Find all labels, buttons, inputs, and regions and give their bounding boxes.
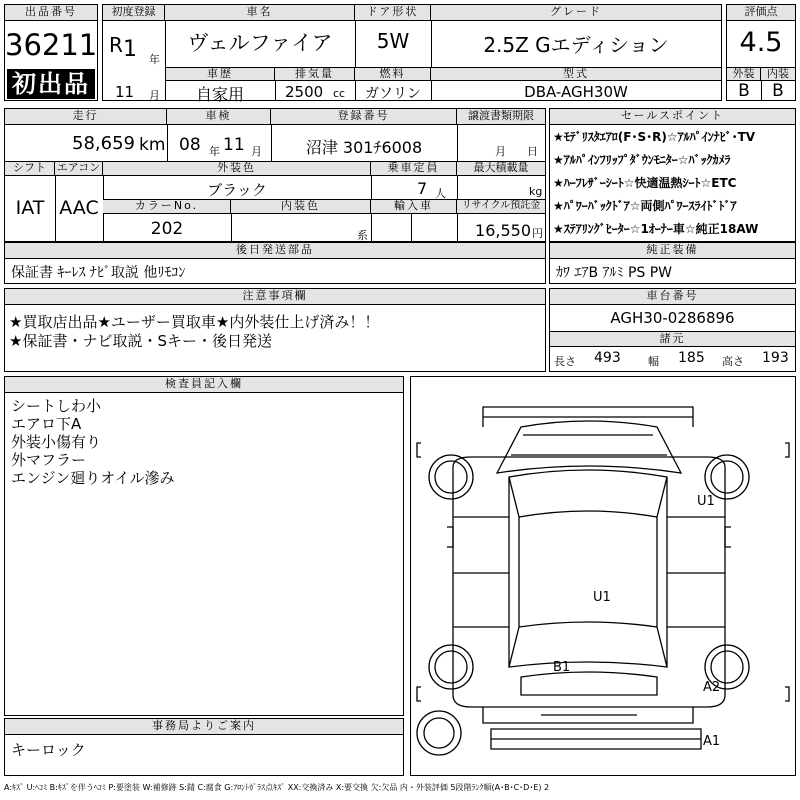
later-parts: 保証書 ｷｰﾚｽ ﾅﾋﾞ取説 他ﾘﾓｺﾝ [11, 265, 186, 281]
first-reg-year: 1 [123, 37, 137, 62]
inspector-line: 外装小傷有り [11, 433, 102, 451]
interior-color-label: 内装色 [231, 200, 371, 214]
equipment-label: 純正装備 [550, 243, 795, 259]
load-label: 最大積載量 [457, 162, 545, 176]
legend: A:ｷｽﾞ U:ﾍｺﾐ B:ｷｽﾞを伴うﾍｺﾐ P:要塗装 W:補修跡 S:錆 C:腐食 G:ﾌﾛﾝﾄｶﾞﾗｽ点ｷｽﾞ XX:交換済み X:要交換 欠:欠品 内・外装評価 5段階ﾗﾝｸ順(A･B･C･D･E) 2 [4, 783, 550, 792]
sales-point-line: ★ﾊｰﾌﾚｻﾞｰｼｰﾄ☆快適温熱ｼｰﾄ☆ETC [553, 176, 737, 190]
sales-point-line: ★ｽﾃｱﾘﾝｸﾞﾋｰﾀｰ☆1ｵｰﾅｰ車☆純正18AW [553, 222, 759, 236]
office-label: 事務局よりご案内 [5, 719, 403, 735]
damage-mark: A1 [703, 734, 721, 749]
score: 4.5 [739, 27, 783, 58]
capacity-unit: 人 [435, 187, 446, 200]
damage-mark: B1 [553, 660, 571, 675]
shift-type: IAT [15, 197, 45, 219]
displacement-label: 排気量 [275, 67, 355, 81]
first-reg-label: 初度登録 [103, 5, 165, 21]
first-listing-badge: 初出品 [7, 69, 95, 99]
inspection-year: 08 [179, 135, 201, 155]
month-unit: 月 [149, 89, 160, 102]
plate-label: 登録番号 [271, 109, 457, 125]
score-box [726, 4, 796, 101]
recycle-fee: 16,550 [475, 221, 531, 240]
fuel: ガソリン [365, 86, 421, 102]
color-number: 202 [150, 219, 184, 239]
year-unit: 年 [149, 53, 160, 66]
displacement-unit: cc [333, 87, 346, 100]
chassis-label: 車台番号 [550, 289, 795, 305]
ac-type: AAC [59, 197, 99, 219]
height-label: 高さ [722, 355, 744, 368]
sales-points-label: セールスポイント [550, 109, 795, 125]
car-name-label: 車名 [165, 5, 355, 21]
sales-point-line: ★ﾊﾟﾜｰﾊﾞｯｸﾄﾞｱ☆両側ﾊﾟﾜｰｽﾗｲﾄﾞﾄﾞｱ [553, 199, 737, 213]
later-parts-label: 後日発送部品 [5, 243, 545, 259]
plate-number: 沼津 301ﾁ6008 [305, 138, 423, 157]
inspection-month-unit: 月 [251, 145, 262, 158]
model-code: DBA-AGH30W [524, 83, 628, 101]
exterior-grade: B [738, 81, 750, 101]
lot-number-box [4, 4, 98, 101]
damage-diagram-box [410, 376, 796, 776]
inspector-line: 外マフラー [11, 451, 87, 469]
office-note: キーロック [11, 741, 86, 759]
height: 193 [762, 350, 789, 366]
notes-box [4, 288, 546, 372]
recycle-unit: 円 [532, 227, 543, 240]
capacity: 7 [417, 179, 428, 198]
capacity-label: 乗車定員 [371, 162, 457, 176]
load-unit: kg [529, 185, 543, 198]
damage-mark: A2 [703, 680, 721, 695]
score-label: 評価点 [727, 5, 795, 21]
vehicle-history: 自家用 [195, 85, 244, 104]
width-label: 幅 [648, 355, 659, 368]
width: 185 [678, 350, 705, 366]
car-name: ヴェルファイア [187, 31, 333, 55]
sales-point-line: ★ｱﾙﾊﾟｲﾝﾌﾘｯﾌﾟﾀﾞｳﾝﾓﾆﾀｰ☆ﾊﾞｯｸｶﾒﾗ [553, 153, 731, 167]
mileage-label: 走行 [5, 109, 167, 125]
chassis-number: AGH30-0286896 [610, 309, 735, 327]
color-no-label: カラーNo. [103, 200, 231, 214]
inspector-line: エンジン廻りオイル滲み [11, 469, 175, 487]
inspection-year-unit: 年 [209, 145, 220, 158]
inspector-line: エアロ下A [11, 415, 82, 433]
history-label: 車歴 [165, 67, 275, 81]
era: R [109, 33, 123, 57]
mileage-unit: km [139, 135, 166, 155]
equipment: ｶﾜ ｴｱB ｱﾙﾐ PS PW [556, 265, 673, 281]
color-label: 外装色 [103, 162, 371, 176]
grade-label: グレード [431, 5, 721, 21]
car-diagram [411, 377, 795, 775]
lot-number: 36211 [5, 28, 98, 62]
fuel-label: 燃料 [355, 67, 431, 81]
model-label: 型式 [431, 67, 721, 81]
sales-points-box [549, 108, 796, 242]
office-box [4, 718, 404, 776]
inspector-label: 検査員記入欄 [5, 377, 403, 393]
import-label: 輸入車 [371, 200, 457, 214]
length: 493 [594, 350, 621, 366]
door-label: ドア形状 [355, 5, 431, 21]
inspector-line: シートしわ小 [11, 397, 102, 415]
vehicle-info-table [102, 4, 722, 104]
chassis-box [549, 288, 796, 372]
door-type: 5W [376, 29, 410, 53]
transfer-month: 月 [495, 145, 506, 158]
interior-grade: B [772, 81, 784, 101]
sales-point-line: ★ﾓﾃﾞﾘｽﾀｴｱﾛ(F･S･R)☆ｱﾙﾊﾟｲﾝﾅﾋﾞ･TV [553, 130, 756, 144]
ac-label: エアコン [55, 162, 103, 176]
note-line: ★買取店出品★ユーザー買取車★内外装仕上げ済み！！ [9, 313, 380, 331]
transfer-label: 譲渡書類期限 [457, 109, 545, 125]
transfer-day: 日 [527, 145, 538, 158]
inspector-box [4, 376, 404, 716]
shift-label: シフト [5, 162, 55, 176]
displacement: 2500 [285, 83, 324, 101]
mileage: 58,659 [72, 133, 135, 154]
later-parts-box [4, 242, 546, 284]
dims-label: 諸元 [550, 331, 795, 347]
equipment-box [549, 242, 796, 284]
damage-mark: U1 [593, 590, 611, 605]
interior-color-unit: 系 [357, 229, 368, 242]
length-label: 長さ [554, 355, 576, 368]
inspection-month: 11 [223, 135, 245, 155]
lot-number-label: 出品番号 [5, 5, 97, 21]
damage-mark: U1 [697, 494, 715, 509]
notes-label: 注意事項欄 [5, 289, 545, 305]
note-line: ★保証書・ナビ取説・Sキー・後日発送 [9, 332, 272, 350]
exterior-label: 外装 [727, 67, 761, 81]
grade: 2.5Z Gエディション [483, 33, 669, 57]
interior-label: 内装 [761, 67, 795, 81]
inspection-label: 車検 [167, 109, 271, 125]
spec-table [4, 108, 546, 242]
recycle-label: リサイクル預託金 [457, 200, 545, 214]
first-reg-month: 11 [115, 83, 135, 101]
exterior-color: ブラック [207, 181, 267, 199]
